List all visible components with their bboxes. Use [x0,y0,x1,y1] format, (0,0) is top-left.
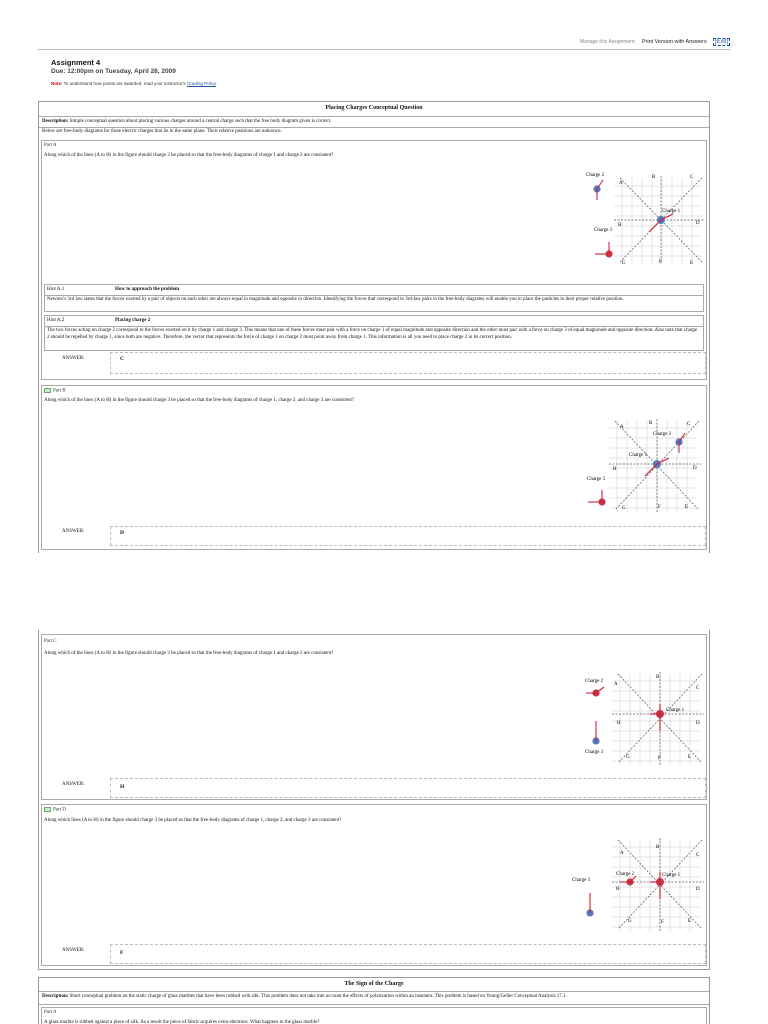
svg-text:C: C [687,422,691,427]
problem-2-part-a-label: Part A [44,1010,57,1015]
hint-a2-text: The two forces acting on charge 2 correspond to the forces exerted on it by charge 1 and charge 3. This means that one of these forces must pair with a force on charge 1 of equal magnitude and opposite direction and the other must pair with a force on charge 3 of equal magnitude and opposite direction. Also note that charge 2 should be repelled by charge 1, since both are negative. Therefore, the vector that represents the force of charge 1 on charge 2 must point away from charge 1. This information is all you need to place charge 2 in its correct position. [47,328,698,340]
problem-placing-charges [38,101,710,553]
note-text: To understand how points are awarded, read your instructor's [63,81,186,86]
hint-a2[interactable] [44,315,704,351]
svg-text:A: A [614,682,618,687]
answer-c-value: H [120,784,125,790]
svg-text:Charge 3: Charge 3 [587,477,606,482]
line-label-d: D [696,221,700,226]
svg-text:B: B [656,845,660,850]
hint-a2-label: Hint A.2 [47,318,65,323]
part-b [41,385,707,550]
charge-2-label: Charge 2 [586,173,605,178]
svg-text:D: D [696,887,700,892]
line-label-h: H [618,223,622,228]
part-d-label [44,807,66,813]
svg-text:Charge 3: Charge 3 [572,878,591,883]
note-label: Note: [51,81,63,86]
part-d-question: Along which lines (A to H) in the figure should charge 3 be placed so that the free-body diagrams of charge 1, charge 2, and charge 3 are consistent? [44,818,342,823]
svg-text:E: E [688,919,692,924]
exit-link[interactable]: [Exit] [714,39,728,45]
svg-text:H: H [613,467,617,472]
problem-intro: Below are free-body diagrams for three electric charges that lie in the same plane. Their relative positions are unknown. [42,129,282,134]
svg-text:Charge 2: Charge 2 [585,679,604,684]
charge-3-label: Charge 3 [594,228,613,233]
problem-2-description-text: Short conceptual problem on the static charge of glass marbles that have been rubbed with silk. This problem does not take into account the effects of polarization within an insulator. This problem is based on Young/Geller Conceptual Analysis 17.1. [69,994,567,999]
problem-sign-of-charge [38,977,710,1024]
assignment-title: Assignment 4 [51,58,101,67]
answer-b-box [110,526,706,546]
svg-text:E: E [685,505,689,510]
answer-a-label: ANSWER: [62,356,85,361]
part-c-question: Along which of the lines (A to H) in the figure should charge 2 be placed so that the free-body diagrams of charge 1 and charge 2 are consistent? [44,651,334,656]
svg-text:D: D [696,721,700,726]
problem-placing-charges-continued [38,630,710,970]
line-label-b: B [652,175,656,180]
charge-1-label: Charge 1 [662,209,681,214]
grading-note [51,81,217,86]
svg-text:A: A [620,851,624,856]
grading-policy-link[interactable]: Grading Policy [186,81,216,86]
note-end: . [215,81,218,86]
hint-a1-title: How to approach the problem [115,287,179,292]
svg-text:F: F [658,505,661,510]
svg-text:B: B [656,675,660,680]
figure-part-c [570,669,708,769]
svg-text:F: F [661,920,664,925]
svg-text:G: G [626,755,630,760]
assignment-due-date: Due: 12:00pm on Tuesday, April 28, 2009 [51,68,176,75]
svg-text:A: A [620,425,624,430]
part-a [41,140,707,380]
figure-part-b [567,416,707,516]
svg-text:C: C [696,686,700,691]
description-label: Description: [42,119,69,124]
part-a-question: Along which of the lines (A to H) in the figure should charge 2 be placed so that the free-body diagrams of charge 1 and charge 2 are consistent? [44,153,334,158]
svg-text:H: H [616,887,620,892]
hint-a1[interactable] [44,284,704,312]
part-b-label [44,388,66,394]
svg-text:Charge 1: Charge 1 [662,873,681,878]
svg-text:B: B [649,421,653,426]
print-version-link[interactable]: Print Version with Answers [641,39,707,45]
svg-text:Charge 3: Charge 3 [585,750,604,755]
part-a-label: Part A [44,143,57,148]
svg-text:G: G [622,506,626,511]
answer-b-value: D [120,530,124,536]
problem-description [42,119,331,126]
svg-text:Charge 1: Charge 1 [629,453,648,458]
svg-text:D: D [693,466,697,471]
problem-2-part-a [41,1007,707,1024]
svg-text:C: C [696,853,700,858]
part-b-label-text: Part B [53,388,66,394]
line-label-c: C [690,175,694,180]
answer-d-box [110,944,706,964]
problem-2-description [42,994,567,1001]
part-d-label-text: Part D [53,807,66,813]
answer-d-value: F [120,950,124,956]
svg-text:G: G [628,919,632,924]
description-text: Simple conceptual question about placing various charges around a central charge such that the free body diagram given is correct. [69,119,332,124]
part-d [41,804,707,966]
line-label-g: G [622,261,626,266]
part-status-icon [44,388,51,393]
hint-a2-title: Placing charge 2 [115,318,151,323]
part-b-question: Along which of the lines (A to H) in the figure should charge 3 be placed so that the free-body diagrams of charge 1, charge 2, and charge 3 are consistent? [44,398,355,403]
line-label-f: F [659,260,662,265]
hint-a1-label: Hint A.1 [47,287,65,292]
part-status-icon [44,807,51,812]
answer-c-box [110,778,706,798]
svg-text:F: F [658,756,661,761]
hint-a1-text: Newton’s 3rd law states that the forces exerted by a pair of objects on each other are always equal in magnitude and opposite in direction. Identifying the forces that correspond to 3rd-law pairs in the free-body diagrams will enable you to place the particles in their proper relative position. [47,297,624,302]
part-c-label: Part C [44,639,57,644]
figure-part-a [562,166,708,271]
svg-text:Charge 2: Charge 2 [616,872,635,877]
problem-2-title: The Sign of the Charge [344,981,404,987]
answer-b-label: ANSWER: [62,529,85,534]
header-divider [38,49,730,50]
problem-2-description-label: Description: [42,994,69,999]
manage-assignment-link[interactable]: Manage this Assignment: [579,39,636,45]
svg-text:Charge 2: Charge 2 [653,432,672,437]
svg-text:E: E [688,755,692,760]
svg-text:H: H [617,721,621,726]
answer-d-label: ANSWER: [62,948,85,953]
problem-2-part-a-question: A glass marble is rubbed against a piece of silk. As a result the piece of fabric acquires extra electrons. What happens to the glass marble? [44,1020,320,1024]
line-label-e: E [690,261,694,266]
top-links [580,38,730,46]
answer-c-label: ANSWER: [62,782,85,787]
line-label-a: A [619,181,623,186]
svg-text:Charge 1: Charge 1 [666,708,685,713]
part-c [41,634,707,800]
answer-a-value: C [120,356,124,362]
problem-title: Placing Charges Conceptual Question [325,105,423,111]
figure-part-d [570,835,708,935]
answer-a-box [110,352,706,374]
